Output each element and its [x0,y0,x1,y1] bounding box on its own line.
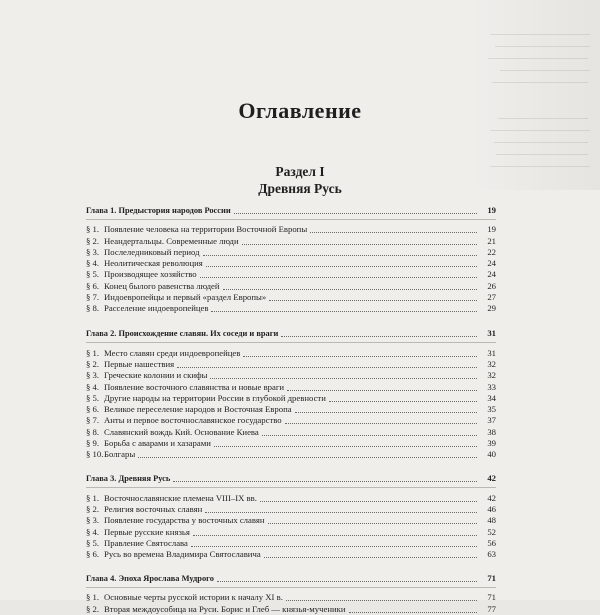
toc-entry[interactable] [86,504,496,515]
entry-title: Индоевропейцы и первый «раздел Европы» [104,292,267,303]
toc-entry[interactable] [86,235,496,246]
page-number: 33 [487,381,496,392]
toc-entry[interactable] [86,224,496,235]
toc-entry[interactable] [86,592,496,603]
paragraph-number: § 7. [86,415,100,426]
page-title: Оглавление [238,98,362,123]
paragraph-number: § 2. [86,503,100,514]
entry-title: Первые нашествия [104,358,175,369]
entry-title: Русь во времена Владимира Святославича [104,549,261,560]
leader-dots [191,538,477,547]
entry-title: Восточнославянские племена VIII–IX вв. [104,492,257,503]
entry-title: Правление Святослава [104,537,188,548]
leader-dots [193,527,477,536]
page-number: 46 [487,503,496,514]
paragraph-number: § 8. [86,303,100,314]
page-number: 42 [487,473,496,484]
entry-title: Вторая междоусобица на Руси. Борис и Глеб — князья-мученики [104,603,346,614]
entry-title: Конец былого равенства людей [104,280,220,291]
paragraph-number: § 3. [86,515,100,526]
paragraph-number: § 3. [86,246,100,257]
page-number: 71 [487,592,496,603]
entry-title: Производящее хозяйство [104,269,197,280]
leader-dots [295,404,477,413]
entry-title: Послеледниковый период [104,246,200,257]
leader-dots [177,359,477,368]
paragraph-number: § 1. [86,224,100,235]
paragraph-number: § 7. [86,292,100,303]
paragraph-number: § 6. [86,280,100,291]
chapter-title: Глава 2. Происхождение славян. Их соседи и враги [86,329,279,339]
paragraph-number: § 4. [86,258,100,269]
page-number: 39 [487,438,496,449]
toc-entry[interactable] [86,404,496,415]
leader-dots [310,224,477,233]
chapter-heading[interactable] [86,471,496,484]
toc-entry[interactable] [86,438,496,449]
leader-dots [243,348,477,357]
chapter-heading[interactable] [86,571,496,584]
page-number: 35 [487,404,496,415]
page-number: 77 [487,603,496,614]
paragraph-number: § 4. [86,526,100,537]
paragraph-number: § 9. [86,438,100,449]
chapter-title: Глава 1. Предыстория народов России [86,206,231,215]
leader-dots [217,573,477,582]
entry-title: Появление восточного славянства и новые враги [104,381,285,392]
divider [86,342,496,343]
entry-title: Славянский вождь Кий. Основание Киева [104,426,259,437]
page-number: 22 [487,246,496,257]
page-number: 56 [487,537,496,548]
entry-title: Первые русские князья [104,526,190,537]
section-name: Древняя Русь [258,181,342,196]
page-number: 38 [487,426,496,437]
entry-title: Религия восточных славян [104,503,203,514]
page-number: 32 [487,370,496,381]
toc-entry[interactable] [86,526,496,537]
paragraph-number: § 5. [86,269,100,280]
entry-title: Появление человека на территории Восточной Европы [104,224,308,235]
toc-entry[interactable] [86,549,496,560]
paragraph-number: § 4. [86,381,100,392]
toc-entry[interactable] [86,247,496,258]
show-through-area [470,0,600,190]
paragraph-number: § 1. [86,592,100,603]
leader-dots [281,328,477,337]
leader-dots [349,604,477,613]
toc-entry[interactable] [86,359,496,370]
chapter-heading[interactable] [86,203,496,216]
toc-entry[interactable] [86,370,496,381]
paragraph-number: § 8. [86,426,100,437]
page-number: 63 [487,549,496,560]
toc-entry[interactable] [86,492,496,503]
entry-title: Борьба с аварами и хазарами [104,438,211,449]
page-number: 29 [487,303,496,314]
leader-dots [223,281,477,290]
toc-entry[interactable] [86,426,496,437]
toc-entry[interactable] [86,603,496,614]
leader-dots [262,427,477,436]
page-number: 31 [487,347,496,358]
entry-title: Неолитическая революция [104,258,203,269]
leader-dots [214,438,477,447]
divider [86,219,496,220]
page-number: 32 [487,358,496,369]
paragraph-number: § 2. [86,235,100,246]
toc-entry[interactable] [86,269,496,280]
paragraph-number: § 5. [86,537,100,548]
paragraph-number: § 1. [86,347,100,358]
page-number: 24 [487,258,496,269]
entry-title: Место славян среди индоевропейцев [104,347,241,358]
leader-dots [242,236,477,245]
leader-dots [287,382,477,391]
divider [86,587,496,588]
page-number: 19 [487,224,496,235]
page-number: 34 [487,392,496,403]
paragraph-number: § 1. [86,492,100,503]
toc-entry[interactable] [86,538,496,549]
page-number: 42 [487,492,496,503]
paragraph-number: § 3. [86,370,100,381]
toc-entry[interactable] [86,381,496,392]
leader-dots [264,549,477,558]
leader-dots [211,303,477,312]
leader-dots [329,393,477,402]
section-label: Раздел I [275,164,325,179]
entry-title: Расселение индоевропейцев [104,303,209,314]
entry-title: Анты и первое восточнославянское государство [104,415,282,426]
entry-title: Основные черты русской истории к началу XI в. [104,592,283,603]
page-number: 19 [487,205,496,215]
entry-title: Великое переселение народов и Восточная Европа [104,404,292,415]
leader-dots [286,592,477,601]
leader-dots [203,247,477,256]
leader-dots [200,269,477,278]
toc-entry[interactable] [86,303,496,314]
toc-entry[interactable] [86,449,496,460]
paragraph-number: § 10. [86,449,104,460]
page-number: 71 [487,573,496,584]
page-number: 26 [487,280,496,291]
paragraph-number: § 2. [86,358,100,369]
entry-title: Болгары [104,449,136,460]
toc-entry[interactable] [86,280,496,291]
chapter-title: Глава 3. Древняя Русь [86,474,171,484]
leader-dots [173,473,477,482]
table-of-contents [86,203,496,615]
entry-title: Греческие колонии и скифы [104,370,208,381]
leader-dots [260,493,477,502]
entry-title: Неандертальцы. Современные люди [104,235,239,246]
page-number: 52 [487,526,496,537]
toc-entry[interactable] [86,347,496,358]
leader-dots [138,449,477,458]
chapter-heading[interactable] [86,326,496,339]
leader-dots [268,515,477,524]
page-number: 24 [487,269,496,280]
page-number: 48 [487,515,496,526]
paragraph-number: § 2. [86,603,100,614]
page-number: 31 [487,328,496,339]
leader-dots [285,415,477,424]
toc-entry[interactable] [86,292,496,303]
page-number: 21 [487,235,496,246]
paragraph-number: § 6. [86,404,100,415]
toc-entry[interactable] [86,258,496,269]
entry-title: Появление государства у восточных славян [104,515,265,526]
leader-dots [205,504,477,513]
toc-entry[interactable] [86,515,496,526]
entry-title: Другие народы на территории России в глубокой древности [104,392,326,403]
page-number: 27 [487,292,496,303]
leader-dots [234,205,477,214]
paragraph-number: § 6. [86,549,100,560]
chapter-title: Глава 4. Эпоха Ярослава Мудрого [86,574,214,584]
leader-dots [269,292,477,301]
page-number: 40 [487,449,496,460]
paragraph-number: § 5. [86,392,100,403]
divider [86,487,496,488]
leader-dots [210,370,477,379]
toc-entry[interactable] [86,393,496,404]
toc-entry[interactable] [86,415,496,426]
page-number: 37 [487,415,496,426]
leader-dots [206,258,477,267]
